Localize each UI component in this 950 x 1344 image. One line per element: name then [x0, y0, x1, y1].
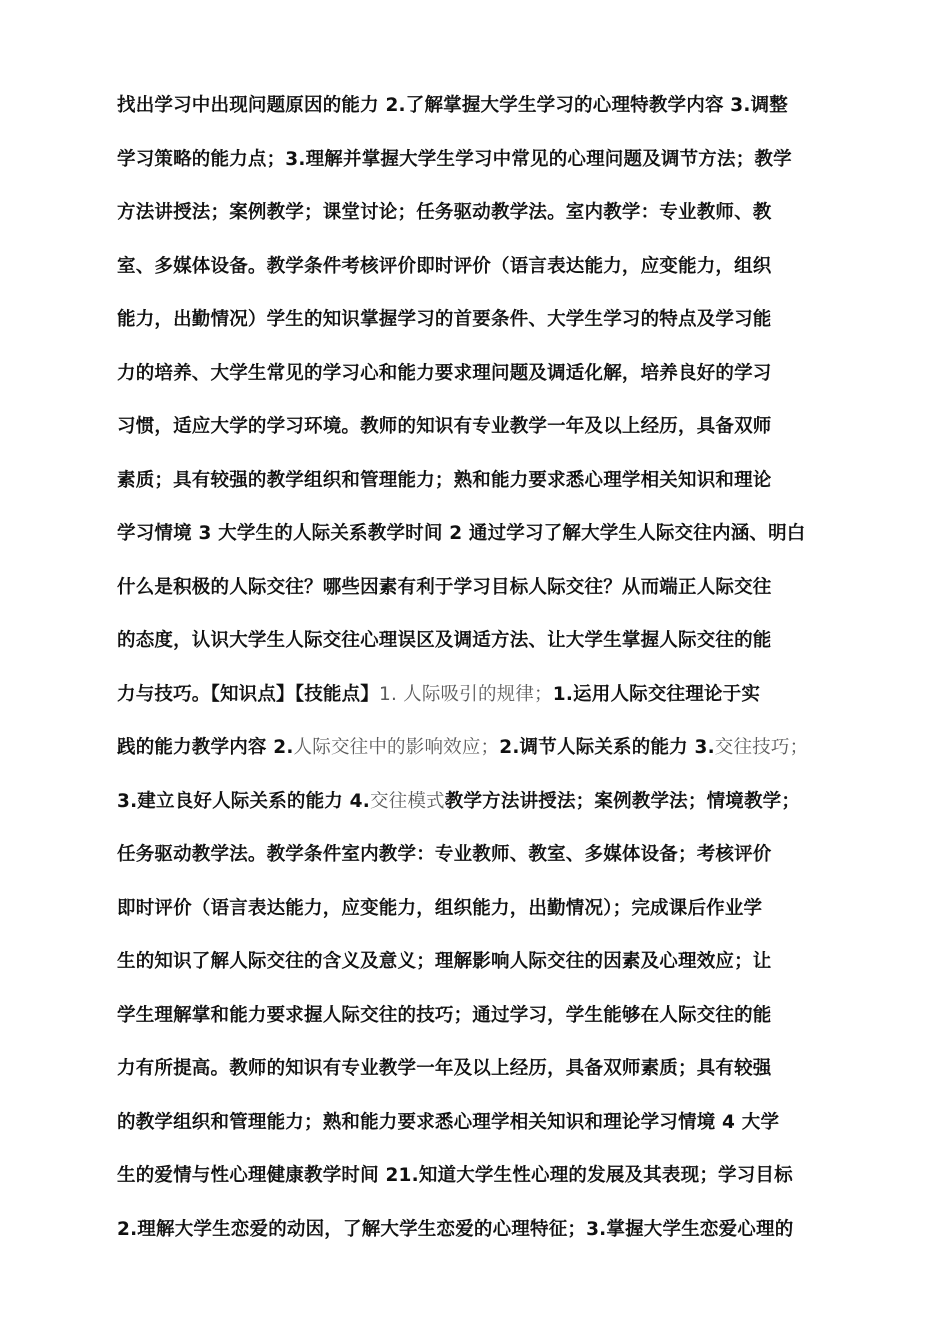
text-segment: 交往模式 [369, 790, 445, 812]
text-line [117, 1212, 857, 1266]
text-segment: 1. 人际吸引的规律； [379, 683, 553, 705]
text-line [117, 249, 857, 303]
text-segment: 的态度，认识大学生人际交往心理误区及调适方法、让大学生掌握人际交往的能 [117, 630, 772, 651]
text-segment: 能力，出勤情况）学生的知识掌握学习的首要条件、大学生学习的特点及学习能 [117, 309, 772, 330]
text-line [117, 1158, 857, 1212]
text-line [117, 998, 857, 1052]
text-segment: 什么是积极的人际交往？哪些因素有利于学习目标人际交往？从而端正人际交往 [117, 576, 772, 598]
text-segment: 力与技巧。【知识点】【技能点】 [117, 683, 380, 705]
text-line [117, 516, 857, 570]
text-segment: 学习情境 3 大学生的人际关系教学时间 2 通过学习了解大学生人际交往内涵、明白 [117, 523, 806, 544]
text-segment: 生的知识了解人际交往的含义及意义；理解影响人际交往的因素及心理效应；让 [117, 951, 772, 972]
text-line [117, 837, 857, 891]
text-segment: 人际交往中的影响效应； [293, 737, 500, 758]
text-line [117, 302, 857, 356]
text-segment: 力有所提高。教师的知识有专业教学一年及以上经历，具备双师素质；具有较强 [117, 1058, 772, 1079]
text-line [117, 570, 857, 624]
text-segment: 学生理解掌和能力要求握人际交往的技巧；通过学习，学生能够在人际交往的能 [117, 1004, 772, 1026]
text-segment: 学习策略的能力点；3.理解并掌握大学生学习中常见的心理问题及调节方法；教学 [117, 148, 792, 170]
text-segment: 方法讲授法；案例教学；课堂讨论；任务驱动教学法。室内教学：专业教师、教 [117, 202, 772, 223]
text-segment: 素质；具有较强的教学组织和管理能力；熟和能力要求悉心理学相关知识和理论 [117, 469, 772, 491]
text-segment: 找出学习中出现问题原因的能力 2.了解掌握大学生学习的心理特教学内容 3.调整 [117, 95, 788, 116]
text-line [117, 944, 857, 998]
text-segment: 习惯，适应大学的学习环境。教师的知识有专业教学一年及以上经历，具备双师 [117, 416, 772, 437]
text-line [117, 1105, 857, 1159]
text-segment: 生的爱情与性心理健康教学时间 21.知道大学生性心理的发展及其表现；学习目标 [117, 1165, 793, 1186]
text-segment: 任务驱动教学法。教学条件室内教学：专业教师、教室、多媒体设备；考核评价 [117, 844, 772, 865]
text-line [117, 195, 857, 249]
text-segment: 教学方法讲授法；案例教学法；情境教学； [444, 790, 801, 812]
text-line [117, 88, 857, 142]
text-line [117, 623, 857, 677]
text-segment: 力的培养、大学生常见的学习心和能力要求理问题及调适化解，培养良好的学习 [117, 362, 772, 384]
text-line [117, 356, 857, 410]
text-segment: 即时评价（语言表达能力，应变能力，组织能力，出勤情况）；完成课后作业学 [117, 897, 763, 919]
text-segment: 2.调节人际关系的能力 3. [499, 737, 715, 758]
text-segment: 践的能力教学内容 2. [117, 737, 294, 758]
text-line [117, 409, 857, 463]
text-segment: 室、多媒体设备。教学条件考核评价即时评价（语言表达能力，应变能力，组织 [117, 255, 772, 277]
document-body [117, 88, 857, 1265]
text-line [117, 891, 857, 945]
text-segment: 的教学组织和管理能力；熟和能力要求悉心理学相关知识和理论学习情境 4 大学 [117, 1111, 780, 1133]
text-segment: 交往技巧； [714, 737, 809, 758]
text-line [117, 730, 857, 784]
text-line [117, 142, 857, 196]
text-segment: 2.理解大学生恋爱的动因，了解大学生恋爱的心理特征；3.掌握大学生恋爱心理的 [117, 1218, 794, 1240]
text-line [117, 784, 857, 838]
text-segment: 1.运用人际交往理论于实 [552, 683, 761, 705]
text-line [117, 1051, 857, 1105]
text-segment: 3.建立良好人际关系的能力 4. [117, 790, 370, 812]
text-line [117, 677, 857, 731]
text-line [117, 463, 857, 517]
